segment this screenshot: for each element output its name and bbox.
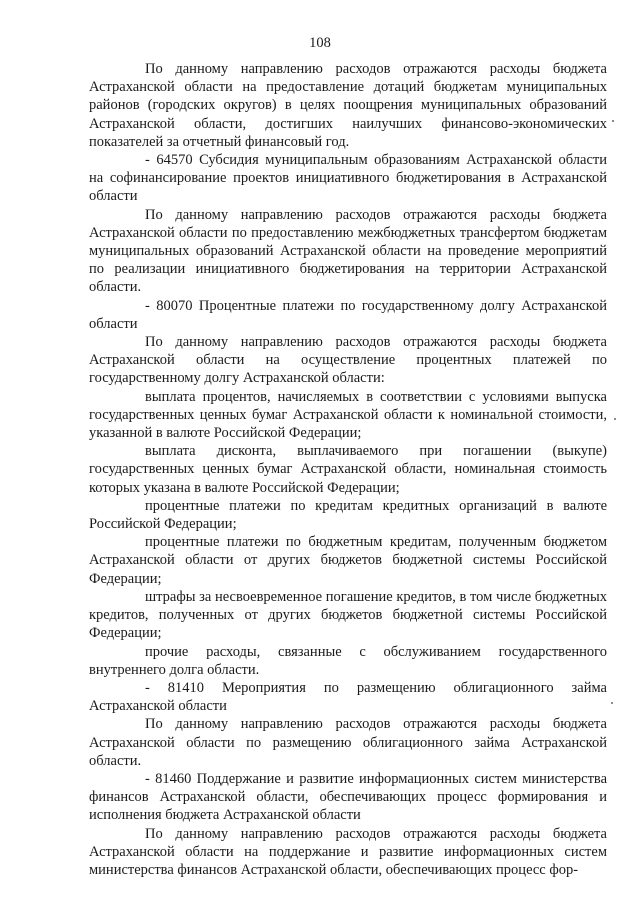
list-item: прочие расходы, связанные с обслуживанием государственного внутреннего долга области. xyxy=(89,643,607,678)
list-item: процентные платежи по бюджетным кредитам, полученным бюджетом Астраханской области от других бюджетов бюджетной системы Российской Федерации; xyxy=(89,534,607,587)
paragraph: По данному направлению расходов отражаются расходы бюджета Астраханской области по предоставлению межбюджетных трансфертом бюджетам муниципальных образований Астраханской области на проведение мероприятий по реализации инициативного бюджетирования на территории Астраханской области. xyxy=(89,206,607,296)
paragraph: По данному направлению расходов отражаются расходы бюджета Астраханской области на предоставление дотаций бюджетам муниципальных районов (городских округов) в целях поощрения муниципальных образований Астраханской области, достигших наилучших финансово-экономических показателей за отчетный финансовый год. xyxy=(89,61,607,150)
list-item: выплата процентов, начисляемых в соответствии с условиями выпуска государственных ценных бумаг Астраханской области к номинальной стоимости, указанной в валюте Российской Федерации; xyxy=(89,388,607,442)
page-number: 108 xyxy=(309,35,331,51)
body-text xyxy=(89,60,607,879)
list-item: процентные платежи по кредитам кредитных организаций в валюте Российской Федерации; xyxy=(89,497,607,533)
paragraph: По данному направлению расходов отражаются расходы бюджета Астраханской области по размещению облигационного займа Астраханской области. xyxy=(89,716,607,769)
scan-speck xyxy=(612,120,614,122)
section-heading: - 81460 Поддержание и развитие информационных систем министерства финансов Астраханской области, обеспечивающих процесс формирования и исполнения бюджета Астраханской области xyxy=(89,770,607,824)
section-heading: - 80070 Процентные платежи по государственному долгу Астраханской области xyxy=(89,297,607,332)
scan-speck xyxy=(614,418,616,420)
section-heading: - 64570 Субсидия муниципальным образованиям Астраханской области на софинансирование проектов инициативного бюджетирования в Астраханской области xyxy=(89,152,607,205)
list-item: выплата дисконта, выплачиваемого при погашении (выкупе) государственных ценных бумаг Астраханской области, номинальная стоимость которых указана в валюте Российской Федерации; xyxy=(89,443,607,496)
section-heading: - 81410 Мероприятия по размещению облигационного займа Астраханской области xyxy=(89,679,607,715)
list-item: штрафы за несвоевременное погашение кредитов, в том числе бюджетных кредитов, полученных от других бюджетов бюджетной системы Российской Федерации; xyxy=(89,588,607,642)
scan-speck xyxy=(611,702,613,704)
paragraph: По данному направлению расходов отражаются расходы бюджета Астраханской области на осуществление процентных платежей по государственному долгу Астраханской области: xyxy=(89,334,607,387)
paragraph: По данному направлению расходов отражаются расходы бюджета Астраханской области на поддержание и развитие информационных систем министерства финансов Астраханской области, обеспечивающих процесс фор- xyxy=(89,825,607,878)
